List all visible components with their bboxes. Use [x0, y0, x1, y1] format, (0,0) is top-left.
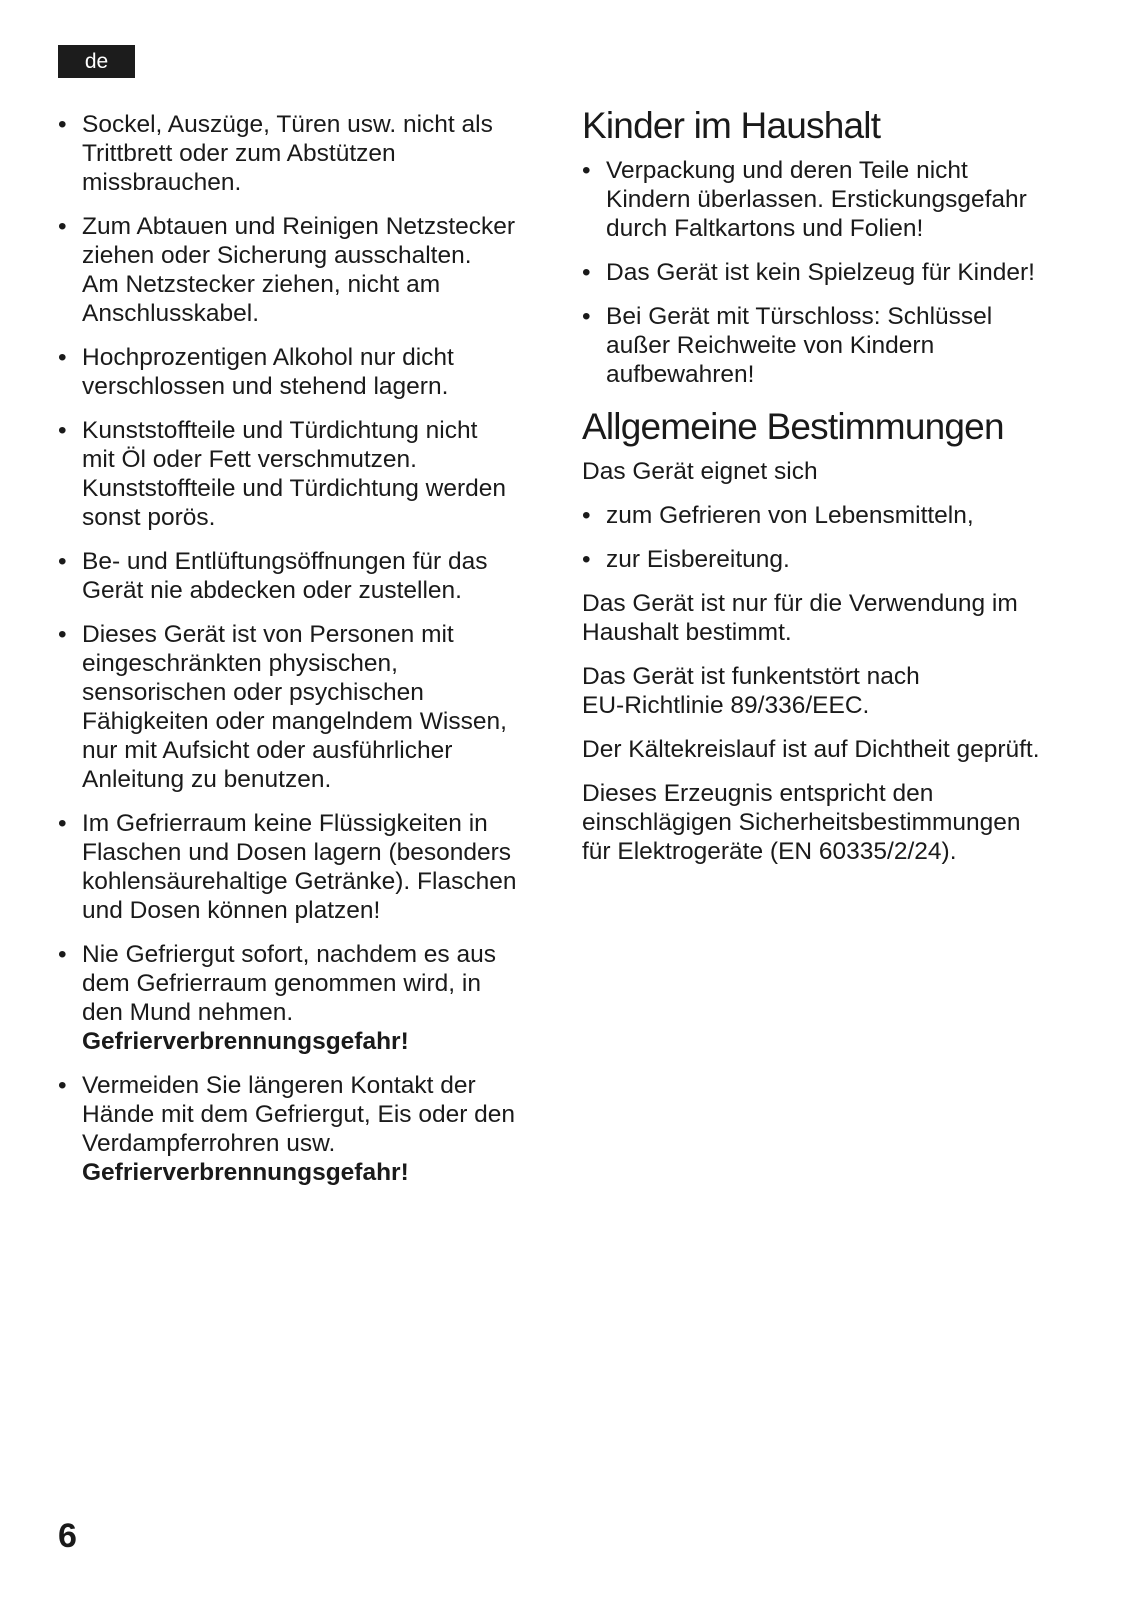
item-line: Kunststoffteile und Türdichtung werden — [82, 475, 507, 502]
list-item — [58, 809, 558, 925]
language-tag: de — [58, 45, 135, 78]
item-line: Verpackung und deren Teile nicht — [606, 157, 968, 184]
list-item — [58, 343, 558, 401]
bullet-icon: • — [58, 941, 67, 968]
item-line: aufbewahren! — [606, 361, 755, 388]
list-item — [58, 940, 558, 1056]
bullet-icon: • — [582, 546, 591, 573]
usage-list — [582, 501, 1082, 574]
item-line: Fähigkeiten oder mangelndem Wissen, — [82, 708, 507, 735]
paragraph-line: für Elektrogeräte (EN 60335/2/24). — [582, 838, 957, 865]
item-line: Nie Gefriergut sofort, nachdem es aus — [82, 941, 496, 968]
right-column — [582, 104, 1082, 881]
item-line: Im Gefrierraum keine Flüssigkeiten in — [82, 810, 488, 837]
list-item — [58, 212, 558, 328]
bullet-icon: • — [582, 502, 591, 529]
bullet-icon: • — [582, 157, 591, 184]
list-item — [582, 156, 1082, 243]
item-line: sensorischen oder psychischen — [82, 679, 424, 706]
list-item — [582, 258, 1082, 287]
bullet-icon: • — [58, 344, 67, 371]
paragraph — [582, 779, 1082, 866]
item-line: Sockel, Auszüge, Türen usw. nicht als — [82, 111, 493, 138]
item-line: verschlossen und stehend lagern. — [82, 373, 449, 400]
item-line: Vermeiden Sie längeren Kontakt der — [82, 1072, 476, 1099]
item-line: Das Gerät ist kein Spielzeug für Kinder! — [606, 259, 1035, 286]
bullet-icon: • — [58, 810, 67, 837]
item-line: kohlensäurehaltige Getränke). Flaschen — [82, 868, 517, 895]
list-item — [58, 547, 558, 605]
item-line: sonst porös. — [82, 504, 216, 531]
item-line: Anschlusskabel. — [82, 300, 260, 327]
item-line: Am Netzstecker ziehen, nicht am — [82, 271, 441, 298]
item-line: durch Faltkartons und Folien! — [606, 215, 924, 242]
list-item — [582, 302, 1082, 389]
item-line: missbrauchen. — [82, 169, 242, 196]
item-line: dem Gefrierraum genommen wird, in — [82, 970, 481, 997]
list-item — [58, 110, 558, 197]
item-line: Trittbrett oder zum Abstützen — [82, 140, 396, 167]
bullet-icon: • — [582, 259, 591, 286]
item-line: Gerät nie abdecken oder zustellen. — [82, 577, 462, 604]
safety-list — [58, 110, 558, 1187]
item-line: Kunststoffteile und Türdichtung nicht — [82, 417, 478, 444]
bullet-icon: • — [58, 621, 67, 648]
bullet-icon: • — [58, 1072, 67, 1099]
children-list — [582, 156, 1082, 389]
paragraph-line: EU-Richtlinie 89/336/EEC. — [582, 692, 870, 719]
item-line: Flaschen und Dosen lagern (besonders — [82, 839, 512, 866]
bullet-icon: • — [58, 213, 67, 240]
list-item — [582, 501, 1082, 530]
paragraph-line: Der Kältekreislauf ist auf Dichtheit geprüft. — [582, 736, 1040, 763]
section-heading-general: Allgemeine Bestimmungen — [582, 406, 1004, 447]
paragraph-line: Haushalt bestimmt. — [582, 619, 792, 646]
item-line: Zum Abtauen und Reinigen Netzstecker — [82, 213, 516, 240]
item-line: zum Gefrieren von Lebensmitteln, — [606, 502, 974, 529]
item-line: den Mund nehmen. — [82, 999, 294, 1026]
list-item — [58, 620, 558, 794]
bullet-icon: • — [58, 111, 67, 138]
page-number: 6 — [58, 1517, 77, 1555]
list-item — [58, 1071, 558, 1187]
item-line: außer Reichweite von Kindern — [606, 332, 935, 359]
warning-text: Gefrierverbrennungsgefahr! — [82, 1028, 409, 1055]
intro-paragraph: Das Gerät eignet sich — [582, 458, 818, 485]
paragraph — [582, 589, 1082, 647]
paragraph — [582, 735, 1082, 764]
item-line: Hände mit dem Gefriergut, Eis oder den — [82, 1101, 516, 1128]
item-line: mit Öl oder Fett verschmutzen. — [82, 446, 417, 473]
item-line: und Dosen können platzen! — [82, 897, 381, 924]
item-line: ziehen oder Sicherung ausschalten. — [82, 242, 472, 269]
list-item — [582, 545, 1082, 574]
paragraph — [582, 662, 1082, 720]
item-line: Bei Gerät mit Türschloss: Schlüssel — [606, 303, 993, 330]
left-column — [58, 110, 558, 1202]
bullet-icon: • — [58, 417, 67, 444]
bullet-icon: • — [582, 303, 591, 330]
bullet-icon: • — [58, 548, 67, 575]
item-line: Dieses Gerät ist von Personen mit — [82, 621, 454, 648]
warning-text: Gefrierverbrennungsgefahr! — [82, 1159, 409, 1186]
item-line: Kindern überlassen. Erstickungsgefahr — [606, 186, 1027, 213]
item-line: Be- und Entlüftungsöffnungen für das — [82, 548, 488, 575]
paragraph-line: Das Gerät ist nur für die Verwendung im — [582, 590, 1018, 617]
item-line: Anleitung zu benutzen. — [82, 766, 332, 793]
paragraph-line: Das Gerät ist funkentstört nach — [582, 663, 920, 690]
item-line: Verdampferrohren usw. — [82, 1130, 336, 1157]
paragraph-line: Dieses Erzeugnis entspricht den — [582, 780, 934, 807]
list-item — [58, 416, 558, 532]
item-line: zur Eisbereitung. — [606, 546, 790, 573]
item-line: nur mit Aufsicht oder ausführlicher — [82, 737, 453, 764]
section-heading-children: Kinder im Haushalt — [582, 105, 881, 146]
item-line: eingeschränkten physischen, — [82, 650, 398, 677]
item-line: Hochprozentigen Alkohol nur dicht — [82, 344, 454, 371]
paragraph-line: einschlägigen Sicherheitsbestimmungen — [582, 809, 1021, 836]
